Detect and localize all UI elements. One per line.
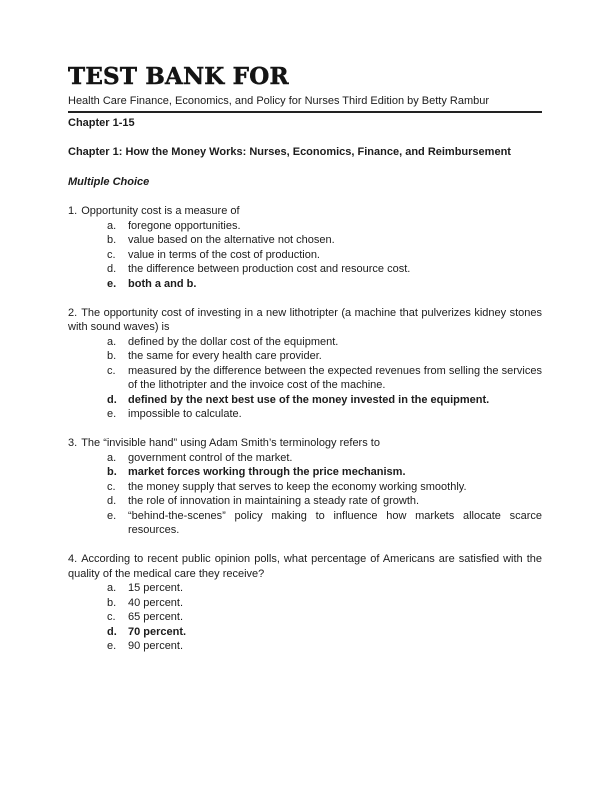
question-number: 2.: [68, 306, 78, 319]
section-label: Multiple Choice: [68, 175, 150, 188]
option-text: value in terms of the cost of production.: [128, 248, 320, 261]
option-letter: d.: [107, 263, 117, 275]
question-text: The “invisible hand” using Adam Smith’s terminology refers to: [81, 437, 380, 449]
question-stem: [68, 204, 542, 219]
document-title: TEST BANK FOR: [68, 63, 289, 90]
question: [68, 204, 542, 291]
option: [68, 219, 542, 234]
option: [68, 610, 542, 625]
question-number: 3.: [68, 437, 78, 449]
option-text: the money supply that serves to keep the economy working smoothly.: [128, 480, 467, 493]
question-number: 1.: [68, 205, 78, 217]
option: [68, 596, 542, 611]
option-letter: a.: [107, 582, 117, 594]
question-stem: [68, 552, 542, 581]
option-text: the same for every health care provider.: [128, 350, 322, 362]
option-text: the difference between production cost and resource cost.: [128, 263, 411, 275]
option-text: 40 percent.: [128, 596, 184, 609]
document-subtitle: Health Care Finance, Economics, and Policy for Nurses Third Edition by Betty Rambur: [68, 95, 490, 107]
chapter-heading: Chapter 1: How the Money Works: Nurses, Economics, Finance, and Reimbursement: [68, 146, 511, 158]
option-text: both a and b.: [128, 277, 197, 290]
options-list: [68, 219, 542, 292]
option-letter: d.: [107, 495, 117, 507]
option-letter: e.: [107, 509, 117, 522]
option-text: value based on the alternative not chosen.: [128, 234, 335, 246]
question: [68, 552, 542, 654]
option: [68, 233, 542, 248]
option-text: 15 percent.: [128, 582, 184, 594]
questions-list: [68, 204, 542, 654]
option-text: the role of innovation in maintaining a steady rate of growth.: [128, 495, 420, 507]
option: [68, 581, 542, 596]
question-number: 4.: [68, 553, 78, 565]
option-letter: c.: [107, 611, 116, 623]
options-list: [68, 451, 542, 538]
option-text: government control of the market.: [128, 451, 293, 464]
option-text: 90 percent.: [128, 640, 184, 652]
option-text: 65 percent.: [128, 611, 184, 623]
option-letter: c.: [107, 480, 116, 493]
option: [68, 277, 542, 292]
option-letter: a.: [107, 451, 117, 464]
option-text: defined by the next best use of the money invested in the equipment.: [128, 393, 490, 406]
question-text: According to recent public opinion polls, what percentage of Americans are satisfied with the quality of the medical care they receive?: [68, 553, 542, 580]
option-text: foregone opportunities.: [128, 219, 241, 232]
option-text: 70 percent.: [128, 625, 187, 638]
option: [68, 451, 542, 466]
option-letter: b.: [107, 350, 117, 362]
option-text: defined by the dollar cost of the equipment.: [128, 335, 339, 348]
option: [68, 509, 542, 538]
option: [68, 364, 542, 393]
option-letter: a.: [107, 335, 117, 348]
question-stem: [68, 436, 542, 451]
option: [68, 262, 542, 277]
question: [68, 306, 542, 422]
option-text: market forces working through the price mechanism.: [128, 466, 406, 478]
question-stem: [68, 306, 542, 335]
question-text: The opportunity cost of investing in a new lithotripter (a machine that pulverizes kidney stones with sound waves) is: [68, 306, 542, 333]
question-text: Opportunity cost is a measure of: [81, 205, 240, 217]
option: [68, 639, 542, 654]
options-list: [68, 335, 542, 422]
option-letter: c.: [107, 364, 116, 377]
option: [68, 480, 542, 495]
option: [68, 407, 542, 422]
option-letter: b.: [107, 596, 117, 609]
option-text: “behind-the-scenes” policy making to influence how markets allocate scarce resources.: [128, 509, 542, 536]
option-letter: b.: [107, 466, 117, 478]
options-list: [68, 581, 542, 654]
option: [68, 494, 542, 509]
chapter-range: Chapter 1-15: [68, 116, 135, 129]
question: [68, 436, 542, 538]
option-letter: a.: [107, 219, 117, 232]
option: [68, 465, 542, 480]
option-letter: e.: [107, 408, 117, 420]
option-letter: b.: [107, 234, 117, 246]
option: [68, 393, 542, 408]
option-letter: d.: [107, 393, 117, 406]
option: [68, 349, 542, 364]
option: [68, 248, 542, 263]
option-letter: c.: [107, 248, 116, 261]
option-letter: e.: [107, 640, 117, 652]
option-letter: e.: [107, 277, 117, 290]
option: [68, 625, 542, 640]
option-text: measured by the difference between the expected revenues from selling the services of the lithotripter and the invoice cost of the machine.: [128, 364, 542, 391]
option-text: impossible to calculate.: [128, 408, 242, 420]
option: [68, 335, 542, 350]
option-letter: d.: [107, 625, 117, 638]
